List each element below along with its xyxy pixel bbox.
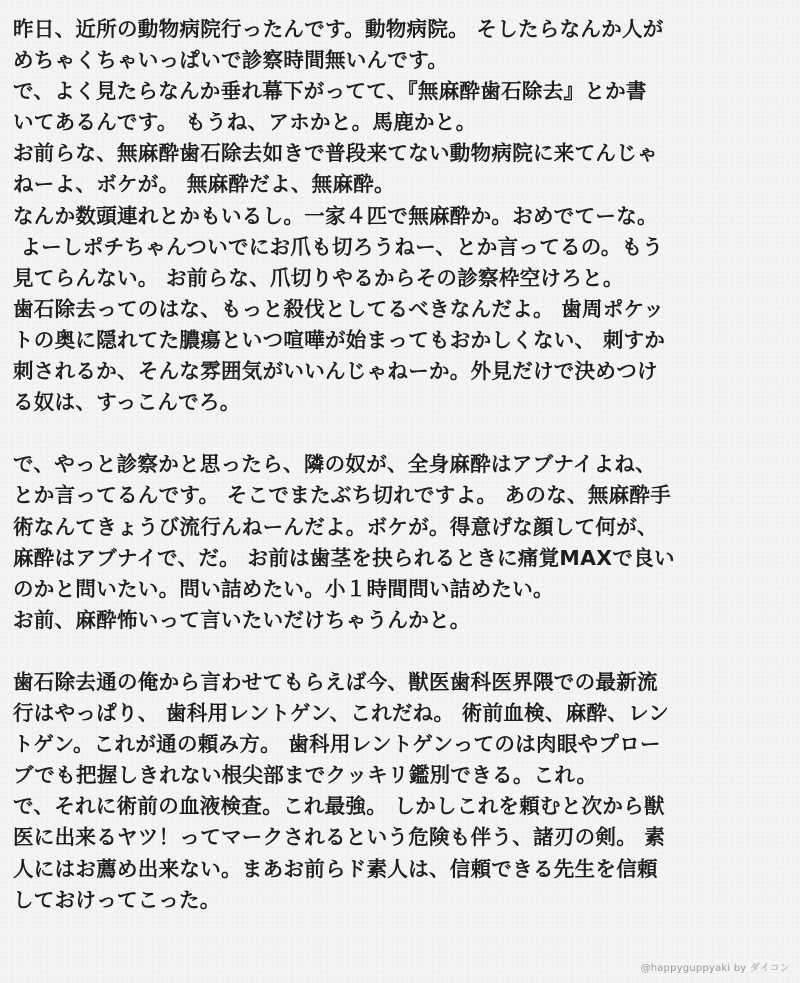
text-line: トの奥に隠れてた膿瘍といつ喧嘩が始まってもおかしくない、 刺すか: [13, 327, 666, 352]
blank-line: [13, 418, 789, 449]
text-line: 医に出来るヤツ！ってマークされるという危険も伴う、諸刃の剣。 素: [13, 825, 666, 850]
text-line: で、それに術前の血液検査。これ最強。 しかしこれを頼むと次から獣: [13, 794, 665, 819]
text-line: 見てらんない。 お前らな、爪切りやるからその診察枠空けろと。: [13, 265, 624, 290]
text-line: 昨日、近所の動物病院行ったんです。動物病院。 そしたらなんか人が: [13, 17, 664, 41]
text-line: しておけってこった。: [13, 887, 221, 912]
text-line: 術なんてきょうび流行んねーんだよ。ボケが。得意げな顔して何が、: [13, 514, 658, 539]
text-line: ねーよ、ボケが。 無麻酔だよ、無麻酔。: [13, 172, 395, 197]
text-line: 刺されるか、そんな雰囲気がいいんじゃねーか。外見だけで決めつけ: [13, 359, 658, 384]
text-line: 歯石除去通の俺から言わせてもらえば今、獣医歯科医界隈での最新流: [13, 669, 658, 694]
credit-watermark: @happyguppyaki by ダイコン: [640, 963, 790, 974]
text-line: 麻酔はアブナイで、だ。 お前は歯茎を抉られるときに痛覚MAXで良い: [13, 545, 675, 570]
text-line: のかと問いたい。問い詰めたい。小１時間問い詰めたい。: [13, 576, 554, 601]
text-line: お前、麻酔怖いって言いたいだけちゃうんかと。: [13, 607, 471, 632]
text-line: お前らな、無麻酔歯石除去如きで普段来てない動物病院に来てんじゃ: [13, 141, 658, 166]
text-line: る奴は、すっこんでろ。: [13, 390, 241, 415]
text-line: で、よく見たらなんか垂れ幕下がってて、『無麻酔歯石除去』とか書: [13, 79, 647, 104]
text-line: 行はやっぱり、 歯科用レントゲン、これだね。 術前血検、麻酔、レン: [13, 701, 670, 726]
blank-line: [13, 636, 789, 667]
text-line: なんか数頭連れとかもいるし。一家４匹で無麻酔か。おめでてーな。: [13, 203, 658, 228]
text-line: トゲン。これが通の頼み方。 歯科用レントゲンってのは肉眼やプロー: [13, 732, 661, 757]
body-text: [13, 14, 789, 916]
text-line: 歯石除去ってのはな、もっと殺伐としてるべきなんだよ。 歯周ポケッ: [13, 296, 665, 321]
text-line: とか言ってるんです。 そこでまたぶち切れですよ。 あのな、無麻酔手: [13, 483, 672, 508]
text-line: いてあるんです。 もうね、アホかと。馬鹿かと。: [13, 110, 477, 135]
text-line: ブでも把握しきれない根尖部までクッキリ鑑別できる。これ。: [13, 763, 598, 788]
text-line: で、やっと診察かと思ったら、隣の奴が、全身麻酔はアブナイよね、: [13, 452, 656, 477]
text-line: よーしポチちゃんついでにお爪も切ろうねー、とか言ってるの。もう: [13, 234, 664, 259]
text-line: めちゃくちゃいっぱいで診察時間無いんです。: [13, 48, 449, 73]
text-line: 人にはお薦め出来ない。まあお前らド素人は、信頼できる先生を信頼: [13, 856, 658, 881]
